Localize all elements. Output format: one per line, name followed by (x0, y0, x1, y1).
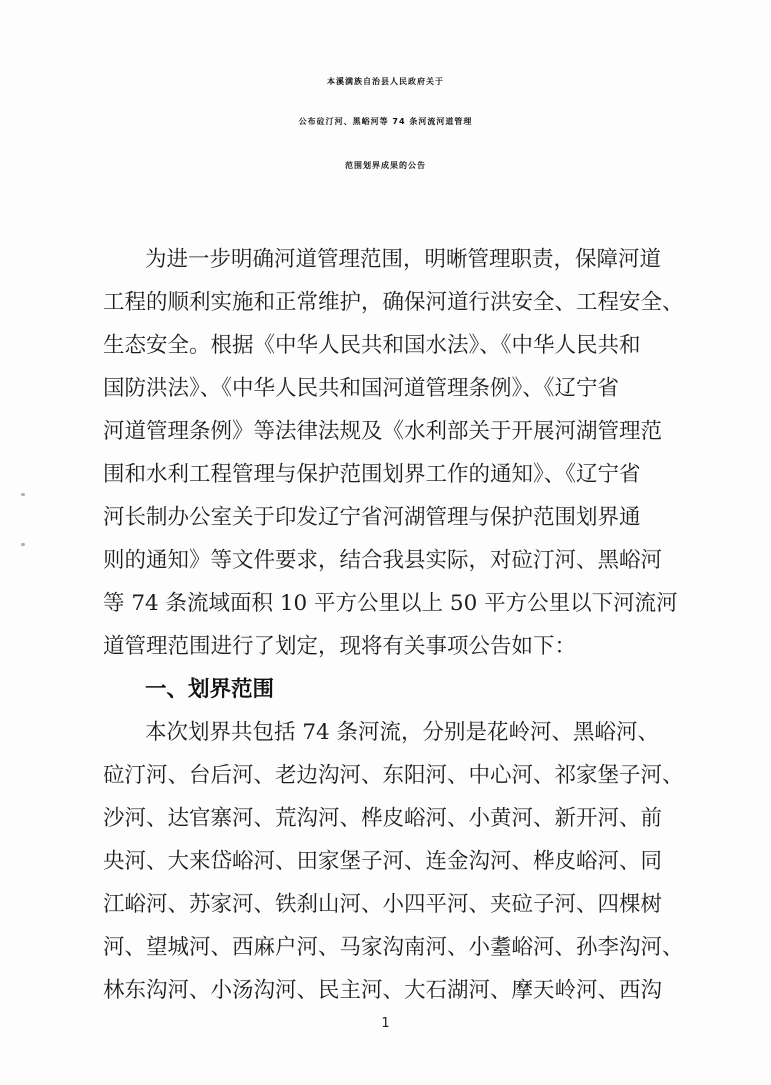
body-text-line: 央河、大来岱峪河、田家堡子河、连金沟河、桦皮峪河、同 (103, 849, 663, 874)
body-text-line: 道管理范围进行了划定，现将有关事项公告如下： (103, 634, 577, 659)
body-text-line: 河道管理条例》等法律法规及《水利部关于开展河湖管理范 (103, 419, 663, 444)
body-text-line: 为进一步明确河道管理范围，明晰管理职责，保障河道 (145, 247, 662, 272)
document-title-line-1: 本溪满族自治县人民政府关于 (327, 77, 444, 86)
body-text-line: 河长制办公室关于印发辽宁省河湖管理与保护范围划界通 (103, 505, 641, 530)
document-title-line-3: 范围划界成果的公告 (345, 161, 426, 170)
scan-speck (21, 543, 25, 546)
body-text-line: 河、望城河、西麻户河、马家沟南河、小耋峪河、孙李沟河、 (103, 935, 684, 960)
document-title-line-2: 公布砬汀河、黑峪河等 74 条河流河道管理 (298, 117, 473, 126)
body-text-line: 砬汀河、台后河、老边沟河、东阳河、中心河、祁家堡子河、 (103, 763, 684, 788)
body-text-line: 围和水利工程管理与保护范围划界工作的通知》、《辽宁省 (103, 462, 641, 487)
section-heading: 一、划界范围 (145, 677, 275, 702)
body-text-line: 沙河、达官寨河、荒沟河、桦皮峪河、小黄河、新开河、前 (103, 806, 663, 831)
body-text-line: 本次划界共包括 74 条河流，分别是花岭河、黑峪河、 (145, 720, 660, 745)
scan-speck (21, 493, 25, 496)
page-number: 1 (381, 1016, 390, 1031)
body-text-line: 江峪河、苏家河、铁刹山河、小四平河、夹砬子河、四棵树 (103, 892, 663, 917)
body-text-line: 工程的顺利实施和正常维护，确保河道行洪安全、工程安全、 (103, 290, 684, 315)
body-text-line: 国防洪法》、《中华人民共和国河道管理条例》、《辽宁省 (103, 376, 620, 401)
body-text-line: 林东沟河、小汤沟河、民主河、大石湖河、摩天岭河、西沟 (103, 978, 663, 1003)
body-text-line: 则的通知》等文件要求，结合我县实际，对砬汀河、黑峪河 (103, 548, 663, 573)
body-text-line: 等 74 条流域面积 10 平方公里以上 50 平方公里以下河流河 (103, 591, 678, 616)
body-text-line: 生态安全。根据《中华人民共和国水法》、《中华人民共和 (103, 333, 641, 358)
